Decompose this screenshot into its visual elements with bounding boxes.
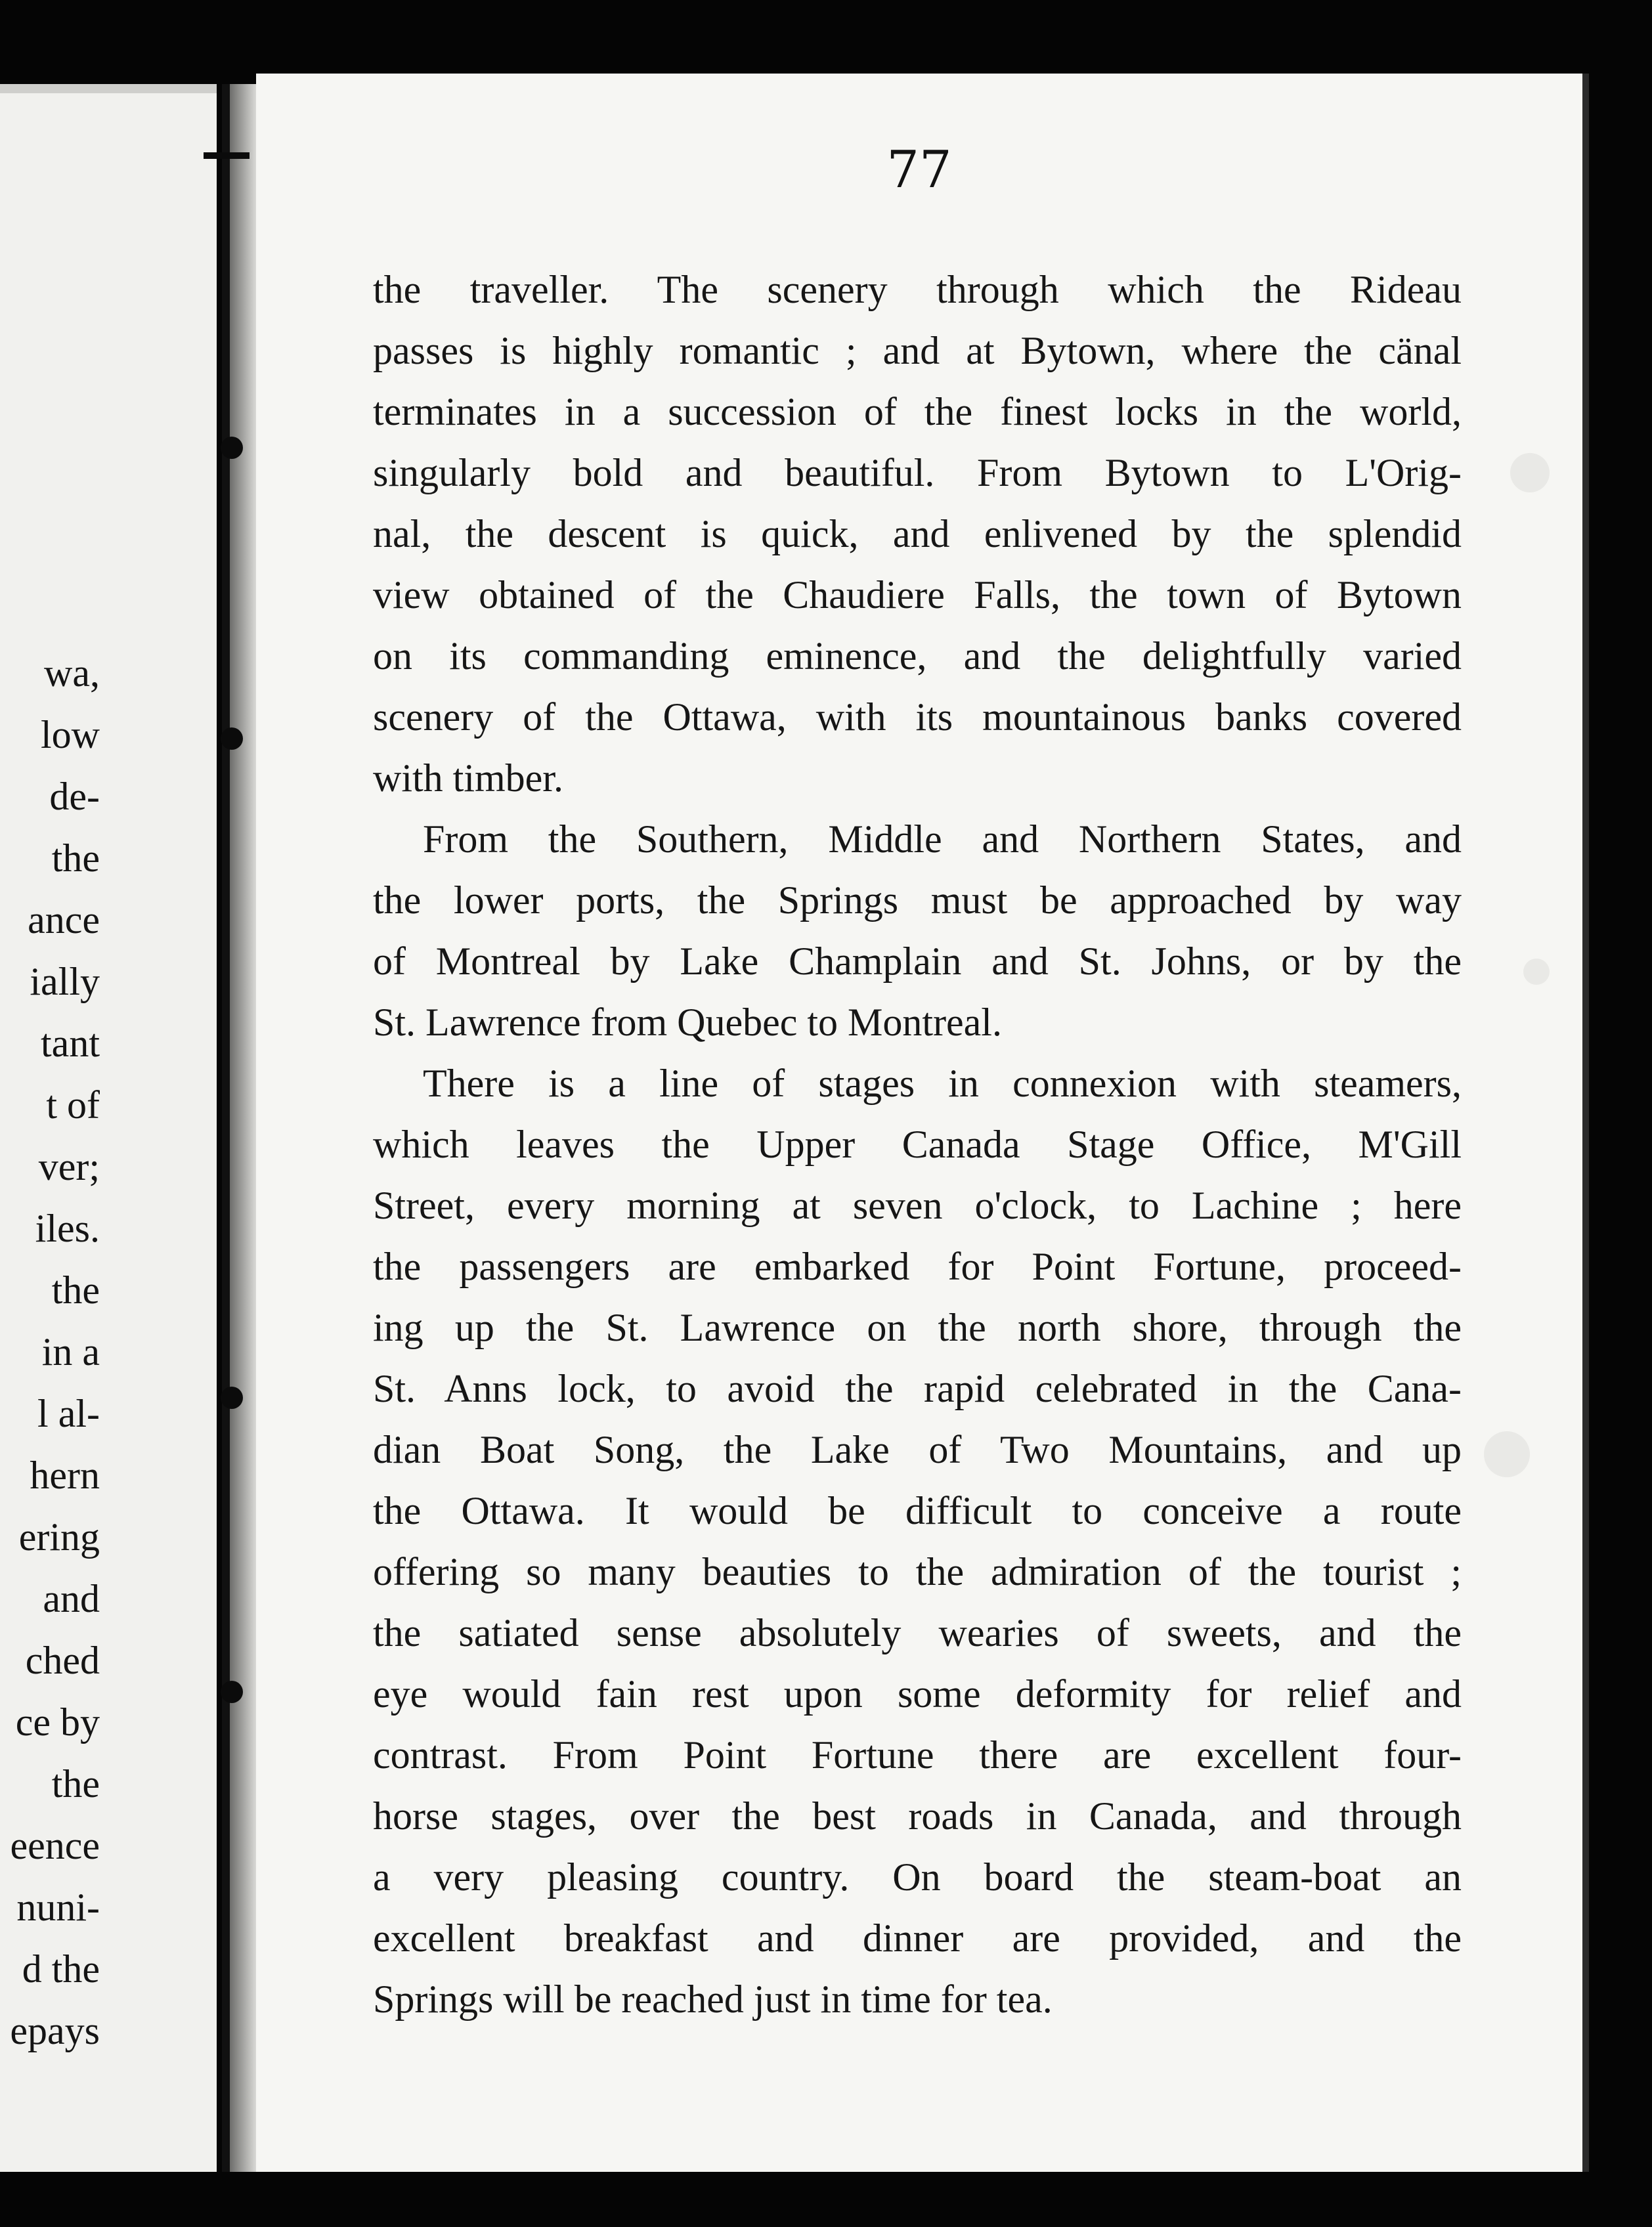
binding-stitch [221, 1681, 243, 1703]
text-line: singularly bold and beautiful. From Bytown to L'Orig- [373, 451, 1462, 494]
binding-stitch [221, 1387, 243, 1409]
facing-page-fragment: in a [41, 1330, 100, 1373]
facing-page-fragment: eence [10, 1824, 100, 1867]
text-line: the Ottawa. It would be difficult to conceive a route [373, 1489, 1462, 1532]
facing-page-fragment: ially [30, 960, 100, 1003]
binding-stitch [221, 437, 243, 459]
text-line: Springs will be reached just in time for tea. [373, 1978, 1053, 2021]
text-line: which leaves the Upper Canada Stage Office, M'Gill [373, 1123, 1462, 1166]
text-line: on its commanding eminence, and the delightfully varied [373, 634, 1462, 678]
text-line: the lower ports, the Springs must be approached by way [373, 878, 1462, 922]
facing-page-fragment: the [51, 1762, 100, 1805]
text-line: ing up the St. Lawrence on the north shore, through the [373, 1306, 1462, 1349]
page-number: 77 [886, 141, 952, 200]
text-line: the satiated sense absolutely wearies of sweets, and the [373, 1611, 1462, 1654]
text-line: terminates in a succession of the finest locks in the world, [373, 390, 1462, 433]
text-line: offering so many beauties to the admiration of the tourist ; [373, 1550, 1462, 1593]
paper-blemish [1484, 1431, 1530, 1477]
binding-mark [204, 152, 250, 159]
facing-page-fragment: the [51, 1268, 100, 1312]
binding-stitch [221, 727, 243, 750]
facing-page-fragment: the [51, 836, 100, 880]
gutter-shadow [230, 84, 256, 2172]
facing-page-fragment: wa, [44, 653, 100, 695]
text-line: Street, every morning at seven o'clock, to Lachine ; here [373, 1184, 1462, 1227]
body-text [373, 259, 1462, 2030]
facing-page-fragment: and [43, 1577, 100, 1620]
text-line: From the Southern, Middle and Northern States, and [423, 817, 1462, 861]
text-line: passes is highly romantic ; and at Bytown, where the cänal [373, 329, 1462, 372]
text-line: horse stages, over the best roads in Canada, and through [373, 1794, 1462, 1838]
text-line: the traveller. The scenery through which the Rideau [373, 268, 1462, 311]
page-edge [1582, 74, 1589, 2172]
facing-page-fragment: de- [49, 775, 100, 818]
text-line: with timber. [373, 756, 563, 800]
facing-page-fragment: tant [41, 1022, 100, 1065]
facing-page-fragment: t of [46, 1083, 100, 1127]
text-line: dian Boat Song, the Lake of Two Mountains, and up [373, 1428, 1462, 1471]
text-line: scenery of the Ottawa, with its mountainous banks covered [373, 695, 1462, 739]
paragraph [373, 259, 1462, 809]
text-line: nal, the descent is quick, and enlivened by the splendid [373, 512, 1462, 555]
text-line: eye would fain rest upon some deformity for relief and [373, 1672, 1462, 1716]
facing-page-fragment: hern [30, 1454, 100, 1497]
facing-page-fragment: ance [28, 898, 100, 941]
paper-blemish [1510, 453, 1550, 492]
facing-page-fragment: ce by [15, 1700, 100, 1744]
facing-page-fragment: low [41, 713, 100, 756]
paper-blemish [1523, 959, 1550, 985]
facing-page-top-edge [0, 84, 217, 93]
text-line: the passengers are embarked for Point Fortune, proceed- [373, 1245, 1462, 1288]
facing-page-fragment: l al- [37, 1392, 100, 1435]
facing-page-fragment: nuni- [16, 1886, 100, 1929]
text-line: of Montreal by Lake Champlain and St. Johns, or by the [373, 940, 1462, 983]
paragraph [373, 1053, 1462, 2030]
facing-page-fragment: ver; [38, 1145, 100, 1188]
facing-page-fragment: ering [18, 1515, 100, 1559]
facing-page-fragment: epays [10, 2009, 100, 2052]
facing-page-text-fragments [0, 653, 105, 2078]
facing-page-fragment: d the [22, 1947, 100, 1991]
text-line: contrast. From Point Fortune there are excellent four- [373, 1733, 1462, 1777]
text-line: There is a line of stages in connexion with steamers, [423, 1062, 1462, 1105]
facing-page-fragment: iles. [35, 1207, 100, 1250]
text-line: St. Anns lock, to avoid the rapid celebrated in the Cana- [373, 1367, 1462, 1410]
text-line: view obtained of the Chaudiere Falls, the town of Bytown [373, 573, 1462, 616]
facing-page-fragment: ched [25, 1639, 100, 1682]
binding-gutter [222, 84, 230, 2172]
text-line: St. Lawrence from Quebec to Montreal. [373, 1001, 1002, 1044]
text-line: a very pleasing country. On board the steam-boat an [373, 1855, 1462, 1899]
text-line: excellent breakfast and dinner are provided, and the [373, 1916, 1462, 1960]
paragraph [373, 809, 1462, 1053]
